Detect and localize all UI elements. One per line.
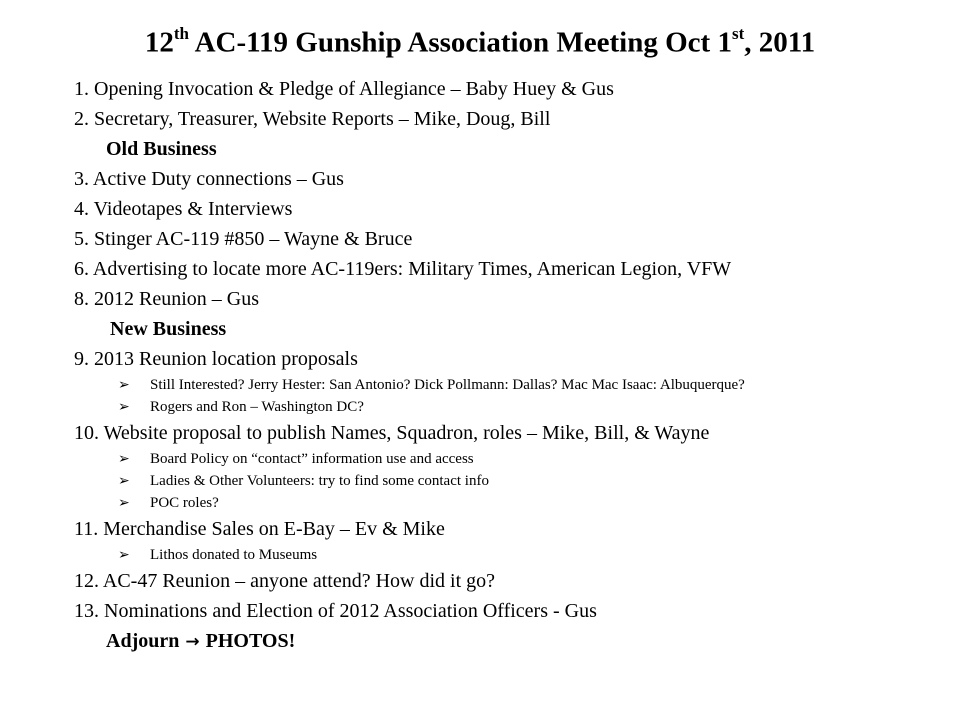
agenda-item-text: 3. Active Duty connections – Gus	[74, 168, 344, 190]
agenda-item	[74, 344, 954, 374]
photos-label: PHOTOS!	[205, 630, 296, 652]
agenda-item	[74, 254, 954, 284]
agenda-item	[74, 104, 954, 134]
agenda-item	[74, 566, 954, 596]
check-arrow-icon: ➢	[118, 474, 130, 489]
agenda-subitem-text: Lithos donated to Museums	[150, 547, 318, 563]
agenda-item-text: 13. Nominations and Election of 2012 Association Officers - Gus	[74, 600, 597, 622]
title-middle: AC-119 Gunship Association Meeting Oct 1	[188, 26, 732, 59]
agenda-item-text: 6. Advertising to locate more AC-119ers: Military Times, American Legion, VFW	[74, 258, 732, 280]
adjourn-line	[74, 626, 954, 656]
agenda-subitem-text: Still Interested? Jerry Hester: San Antonio? Dick Pollmann: Dallas? Mac Mac Isaac: Albuquerque?	[150, 377, 745, 393]
agenda-subitem-text: Ladies & Other Volunteers: try to find some contact info	[150, 473, 489, 489]
check-arrow-icon: ➢	[118, 400, 130, 415]
agenda-subitem	[74, 448, 954, 470]
agenda-item-text: 5. Stinger AC-119 #850 – Wayne & Bruce	[74, 228, 413, 250]
check-arrow-icon: ➢	[118, 452, 130, 467]
agenda-item	[74, 514, 954, 544]
agenda-item	[74, 284, 954, 314]
section-heading-text: New Business	[110, 318, 227, 340]
agenda-subitem	[74, 492, 954, 514]
agenda-item	[74, 194, 954, 224]
agenda-subitem	[74, 396, 954, 418]
agenda-subitem	[74, 470, 954, 492]
agenda-list	[74, 74, 954, 656]
section-heading-old-business	[74, 134, 954, 164]
agenda-item-text: 2. Secretary, Treasurer, Website Reports – Mike, Doug, Bill	[74, 108, 551, 130]
adjourn-label: Adjourn	[106, 630, 180, 652]
check-arrow-icon: ➢	[118, 378, 130, 393]
section-heading-new-business	[74, 314, 954, 344]
agenda-item	[74, 596, 954, 626]
arrow-right-icon: →	[185, 632, 200, 652]
title-prefix: 12	[144, 26, 174, 59]
section-heading-text: Old Business	[106, 138, 217, 160]
agenda-item-text: 8. 2012 Reunion – Gus	[74, 288, 259, 310]
agenda-item-text: 4. Videotapes & Interviews	[74, 198, 293, 220]
agenda-item	[74, 418, 954, 448]
title-middle-sup: st	[731, 24, 745, 43]
agenda-item-text: 1. Opening Invocation & Pledge of Allegiance – Baby Huey & Gus	[74, 78, 614, 100]
agenda-item-text: 12. AC-47 Reunion – anyone attend? How did it go?	[74, 570, 496, 592]
agenda-item-text: 11. Merchandise Sales on E-Bay – Ev & Mike	[74, 518, 445, 540]
agenda-subitem-text: Board Policy on “contact” information use and access	[150, 451, 474, 467]
agenda-item-text: 9. 2013 Reunion location proposals	[74, 348, 358, 370]
agenda-subitem	[74, 544, 954, 566]
agenda-item-text: 10. Website proposal to publish Names, Squadron, roles – Mike, Bill, & Wayne	[74, 422, 710, 444]
title-suffix: , 2011	[744, 26, 816, 59]
agenda-item	[74, 164, 954, 194]
check-arrow-icon: ➢	[118, 496, 130, 511]
agenda-subitem-text: Rogers and Ron – Washington DC?	[150, 399, 364, 415]
agenda-item	[74, 224, 954, 254]
agenda-subitem	[74, 374, 954, 396]
check-arrow-icon: ➢	[118, 548, 130, 563]
agenda-subitem-text: POC roles?	[150, 495, 219, 511]
agenda-item	[74, 74, 954, 104]
title-prefix-sup: th	[173, 24, 189, 43]
page-title	[0, 16, 960, 63]
